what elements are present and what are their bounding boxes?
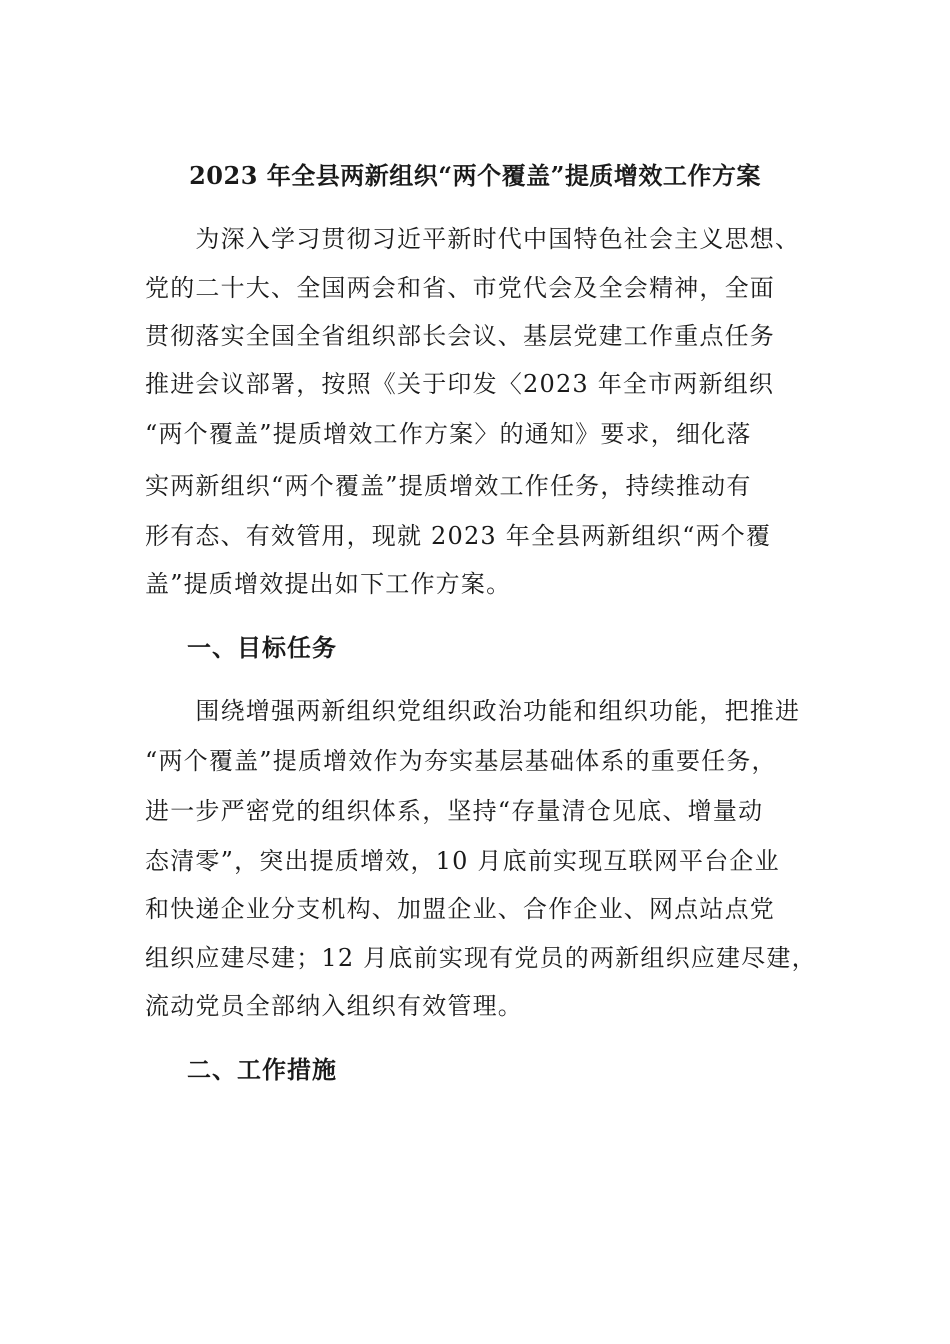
objectives-paragraph-line: 进一步严密党的组织体系，坚持“存量清仓见底、增量动 xyxy=(145,797,764,825)
intro-paragraph-line: 为深入学习贯彻习近平新时代中国特色社会主义思想、 xyxy=(145,225,801,253)
document-title: 2023 年全县两新组织“两个覆盖”提质增效工作方案 xyxy=(189,161,761,190)
intro-paragraph-line: 形有态、有效管用，现就 2023 年全县两新组织“两个覆 xyxy=(145,522,772,550)
intro-paragraph-line: “两个覆盖”提质增效工作方案〉的通知》要求，细化落 xyxy=(145,420,752,448)
section-heading-measures: 二、工作措施 xyxy=(187,1055,337,1084)
objectives-paragraph-line: 流动党员全部纳入组织有效管理。 xyxy=(145,992,523,1020)
intro-paragraph-line: 实两新组织“两个覆盖”提质增效工作任务，持续推动有 xyxy=(145,472,752,500)
intro-paragraph-line: 盖”提质增效提出如下工作方案。 xyxy=(145,570,512,598)
objectives-paragraph-line: 组织应建尽建；12 月底前实现有党员的两新组织应建尽建， xyxy=(145,944,817,972)
intro-paragraph-line: 贯彻落实全国全省组织部长会议、基层党建工作重点任务 xyxy=(145,322,775,350)
section-heading-objectives: 一、目标任务 xyxy=(187,633,337,662)
intro-paragraph-line: 党的二十大、全国两会和省、市党代会及全会精神，全面 xyxy=(145,274,775,302)
objectives-paragraph-line: “两个覆盖”提质增效作为夯实基层基础体系的重要任务， xyxy=(145,747,777,775)
objectives-paragraph-line: 围绕增强两新组织党组织政治功能和组织功能，把推进 xyxy=(145,697,801,725)
objectives-paragraph-line: 态清零”，突出提质增效，10 月底前实现互联网平台企业 xyxy=(145,847,780,875)
objectives-paragraph-line: 和快递企业分支机构、加盟企业、合作企业、网点站点党 xyxy=(145,895,775,923)
intro-paragraph-line: 推进会议部署，按照《关于印发〈2023 年全市两新组织 xyxy=(145,370,775,398)
